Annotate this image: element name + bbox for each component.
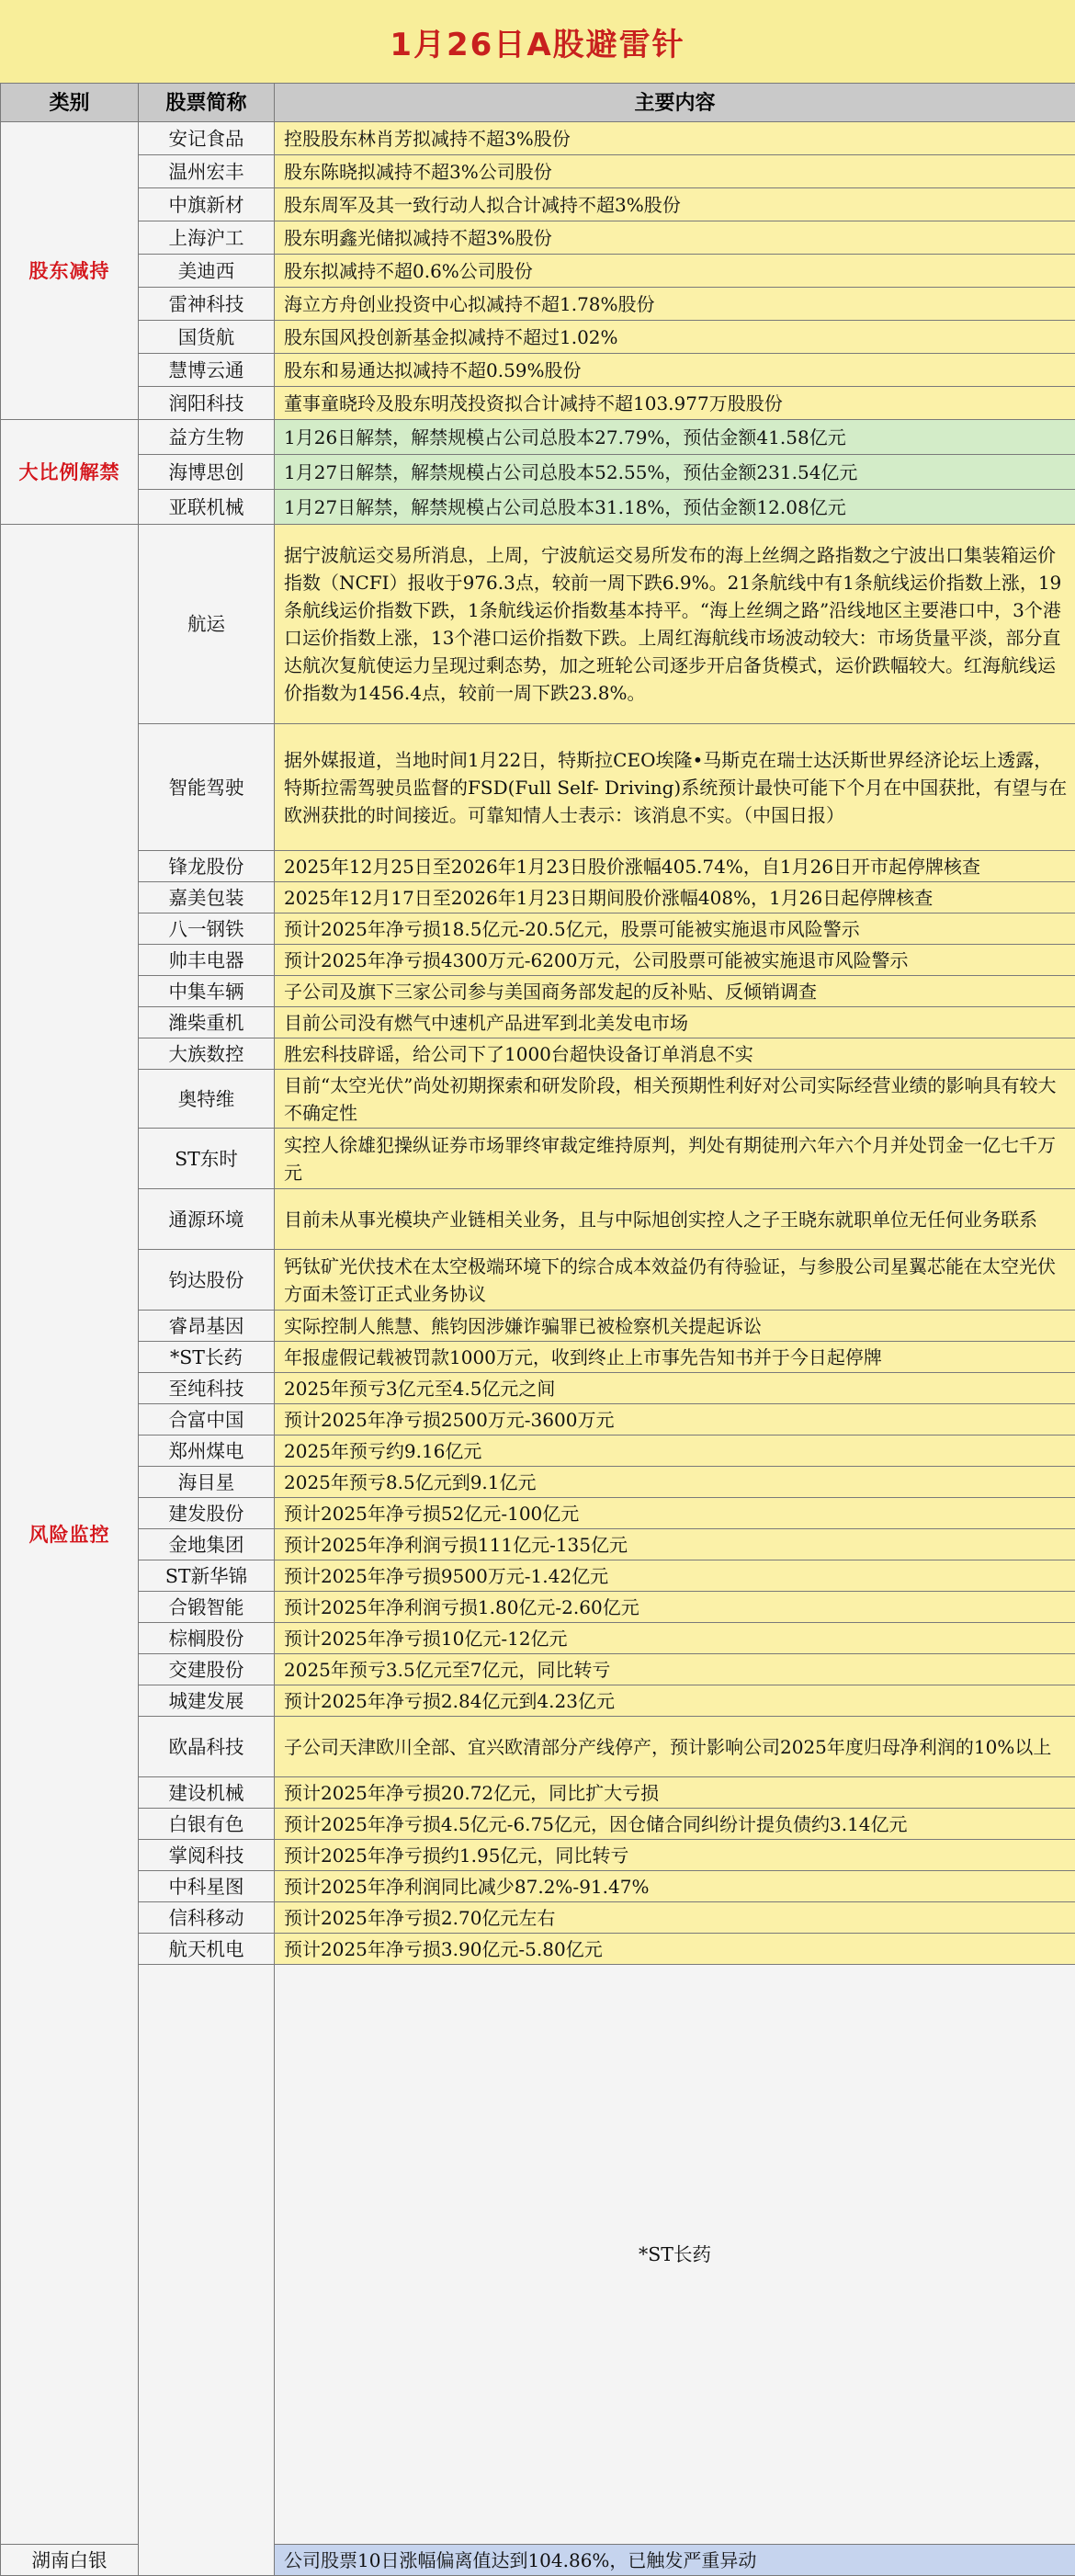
stock-name-cell: 上海沪工 (139, 221, 275, 255)
table-row (1, 1809, 1075, 1840)
category-reduction: 股东减持 (1, 122, 139, 420)
stock-name-cell: 温州宏丰 (139, 155, 275, 188)
table-row (1, 321, 1075, 354)
stock-name-cell: 美迪西 (139, 255, 275, 288)
content-cell: 2025年预亏3亿元至4.5亿元之间 (275, 1373, 1075, 1404)
table-header-row (1, 84, 1075, 122)
table-row (1, 155, 1075, 188)
table-row (1, 122, 1075, 155)
table-row (1, 1007, 1075, 1038)
stock-name-cell: 建设机械 (139, 1777, 275, 1809)
content-cell: 据外媒报道，当地时间1月22日，特斯拉CEO埃隆•马斯克在瑞士达沃斯世界经济论坛上透露，特斯拉需驾驶员监督的FSD(Full Self- Driving)系统预计最快可能下个月在中国获批，有望与在欧洲获批的时间接近。可靠知情人士表示：该消息不实。（中国日报） (275, 724, 1075, 851)
content-cell: 预计2025年净亏损18.5亿元-20.5亿元，股票可能被实施退市风险警示 (275, 914, 1075, 945)
stock-name-cell: 欧晶科技 (139, 1717, 275, 1777)
content-cell: 股东拟减持不超0.6%公司股份 (275, 255, 1075, 288)
table-row (1, 354, 1075, 387)
content-cell: 股东和易通达拟减持不超0.59%股份 (275, 354, 1075, 387)
table-row (1, 1529, 1075, 1560)
table-row (1, 1038, 1075, 1070)
stock-name-cell: 白银有色 (139, 1809, 275, 1840)
category-empty (139, 1965, 275, 2576)
content-cell: 预计2025年净亏损10亿元-12亿元 (275, 1623, 1075, 1654)
table-row (1, 1685, 1075, 1717)
content-cell: 1月27日解禁，解禁规模占公司总股本52.55%，预估金额231.54亿元 (275, 455, 1075, 490)
stock-name-cell: 帅丰电器 (139, 945, 275, 976)
content-cell: 胜宏科技辟谣，给公司下了1000台超快设备订单消息不实 (275, 1038, 1075, 1070)
stock-name-cell: 棕榈股份 (139, 1623, 275, 1654)
stock-name-cell: 益方生物 (139, 420, 275, 455)
table-body (1, 122, 1075, 2576)
stock-name-cell: 中旗新材 (139, 188, 275, 221)
table-row (1, 1467, 1075, 1498)
content-cell: 预计2025年净利润亏损1.80亿元-2.60亿元 (275, 1592, 1075, 1623)
stock-name-cell: 雷神科技 (139, 288, 275, 321)
stock-name-cell: 合锻智能 (139, 1592, 275, 1623)
table-row (1, 490, 1075, 525)
content-cell: 股东周军及其一致行动人拟合计减持不超3%股份 (275, 188, 1075, 221)
content-cell: 股东陈晓拟减持不超3%公司股份 (275, 155, 1075, 188)
stock-name-cell: 睿昂基因 (139, 1311, 275, 1342)
table-row (1, 420, 1075, 455)
page-title: 1月26日A股避雷针 (0, 0, 1075, 83)
stock-name-cell: 嘉美包装 (139, 882, 275, 914)
table-row (1, 1560, 1075, 1592)
stock-name-cell: 中集车辆 (139, 976, 275, 1007)
table-row (1, 882, 1075, 914)
table-row (1, 851, 1075, 882)
header-stock: 股票简称 (139, 84, 275, 122)
stock-name-cell: 通源环境 (139, 1189, 275, 1250)
stock-name-cell: ST新华锦 (139, 1560, 275, 1592)
content-cell: 2025年12月25日至2026年1月23日股价涨幅405.74%，自1月26日开市起停牌核查 (275, 851, 1075, 882)
stock-name-cell: *ST长药 (139, 1342, 275, 1373)
stock-name-cell: *ST长药 (275, 1965, 1075, 2545)
stock-name-cell: 奥特维 (139, 1070, 275, 1129)
table-row (1, 1436, 1075, 1467)
table-row (1, 1250, 1075, 1311)
content-cell: 预计2025年净亏损3.90亿元-5.80亿元 (275, 1934, 1075, 1965)
content-cell: 海立方舟创业投资中心拟减持不超1.78%股份 (275, 288, 1075, 321)
stock-name-cell: 慧博云通 (139, 354, 275, 387)
content-cell: 2025年预亏8.5亿元到9.1亿元 (275, 1467, 1075, 1498)
content-cell: 预计2025年净利润同比减少87.2%-91.47% (275, 1871, 1075, 1902)
content-cell: 公司股票10日涨幅偏离值达到104.86%，已触发严重异动 (275, 2545, 1075, 2576)
table-row (1, 1311, 1075, 1342)
header-category: 类别 (1, 84, 139, 122)
stock-name-cell: 安记食品 (139, 122, 275, 155)
table-row (1, 976, 1075, 1007)
content-cell: 目前公司没有燃气中速机产品进军到北美发电市场 (275, 1007, 1075, 1038)
stock-name-cell: 掌阅科技 (139, 1840, 275, 1871)
stock-name-cell: ST东时 (139, 1129, 275, 1189)
stock-name-cell: 航运 (139, 525, 275, 724)
stock-name-cell: 八一钢铁 (139, 914, 275, 945)
content-cell: 董事童晓玲及股东明茂投资拟合计减持不超103.977万股股份 (275, 387, 1075, 420)
table-row (1, 724, 1075, 851)
content-cell: 预计2025年净亏损2500万元-3600万元 (275, 1404, 1075, 1436)
stock-name-cell: 大族数控 (139, 1038, 275, 1070)
content-cell: 预计2025年净亏损约1.95亿元，同比转亏 (275, 1840, 1075, 1871)
table-row (1, 1373, 1075, 1404)
table-row (1, 255, 1075, 288)
table-row (1, 1965, 1075, 2545)
stock-name-cell: 钧达股份 (139, 1250, 275, 1311)
content-cell: 目前“太空光伏”尚处初期探索和研发阶段，相关预期性利好对公司实际经营业绩的影响具有较大不确定性 (275, 1070, 1075, 1129)
content-cell: 预计2025年净亏损4.5亿元-6.75亿元，因仓储合同纠纷计提负债约3.14亿元 (275, 1809, 1075, 1840)
table-row (1, 1777, 1075, 1809)
table-row (1, 1902, 1075, 1934)
content-cell: 控股股东林肖芳拟减持不超3%股份 (275, 122, 1075, 155)
risk-table (0, 83, 1075, 2576)
stock-name-cell: 亚联机械 (139, 490, 275, 525)
table-row (1, 525, 1075, 724)
table-row (1, 387, 1075, 420)
content-cell: 1月27日解禁，解禁规模占公司总股本31.18%，预估金额12.08亿元 (275, 490, 1075, 525)
content-cell: 预计2025年净亏损2.84亿元到4.23亿元 (275, 1685, 1075, 1717)
content-cell: 2025年预亏约9.16亿元 (275, 1436, 1075, 1467)
content-cell: 子公司天津欧川全部、宜兴欧清部分产线停产，预计影响公司2025年度归母净利润的10%以上 (275, 1717, 1075, 1777)
stock-name-cell: 中科星图 (139, 1871, 275, 1902)
content-cell: 子公司及旗下三家公司参与美国商务部发起的反补贴、反倾销调查 (275, 976, 1075, 1007)
table-row (1, 1717, 1075, 1777)
content-cell: 预计2025年净亏损9500万元-1.42亿元 (275, 1560, 1075, 1592)
table-row (1, 1592, 1075, 1623)
stock-name-cell: 建发股份 (139, 1498, 275, 1529)
stock-name-cell: 合富中国 (139, 1404, 275, 1436)
content-cell: 实际控制人熊慧、熊钧因涉嫌诈骗罪已被检察机关提起诉讼 (275, 1311, 1075, 1342)
stock-name-cell: 国货航 (139, 321, 275, 354)
table-row (1, 1070, 1075, 1129)
stock-name-cell: 交建股份 (139, 1654, 275, 1685)
content-cell: 2025年预亏3.5亿元至7亿元，同比转亏 (275, 1654, 1075, 1685)
stock-name-cell: 海目星 (139, 1467, 275, 1498)
stock-name-cell: 城建发展 (139, 1685, 275, 1717)
table-row (1, 1871, 1075, 1902)
table-row (1, 1654, 1075, 1685)
stock-name-cell: 智能驾驶 (139, 724, 275, 851)
content-cell: 预计2025年净亏损4300万元-6200万元，公司股票可能被实施退市风险警示 (275, 945, 1075, 976)
table-row (1, 945, 1075, 976)
table-row (1, 221, 1075, 255)
table-row (1, 1623, 1075, 1654)
content-cell: 股东明鑫光储拟减持不超3%股份 (275, 221, 1075, 255)
content-cell: 预计2025年净亏损20.72亿元，同比扩大亏损 (275, 1777, 1075, 1809)
table-row (1, 1840, 1075, 1871)
content-cell: 预计2025年净亏损2.70亿元左右 (275, 1902, 1075, 1934)
stock-name-cell: 信科移动 (139, 1902, 275, 1934)
stock-name-cell: 潍柴重机 (139, 1007, 275, 1038)
stock-name-cell: 润阳科技 (139, 387, 275, 420)
table-row (1, 1342, 1075, 1373)
category-unlock: 大比例解禁 (1, 420, 139, 525)
content-cell: 2025年12月17日至2026年1月23日期间股价涨幅408%，1月26日起停牌核查 (275, 882, 1075, 914)
stock-name-cell: 湖南白银 (1, 2545, 139, 2576)
table-row (1, 1129, 1075, 1189)
content-cell: 实控人徐雄犯操纵证券市场罪终审裁定维持原判，判处有期徒刑六年六个月并处罚金一亿七千万元 (275, 1129, 1075, 1189)
table-row (1, 188, 1075, 221)
content-cell: 预计2025年净利润亏损111亿元-135亿元 (275, 1529, 1075, 1560)
header-content: 主要内容 (275, 84, 1075, 122)
stock-name-cell: 航天机电 (139, 1934, 275, 1965)
table-row (1, 455, 1075, 490)
content-cell: 钙钛矿光伏技术在太空极端环境下的综合成本效益仍有待验证，与参股公司星翼芯能在太空光伏方面未签订正式业务协议 (275, 1250, 1075, 1311)
content-cell: 据宁波航运交易所消息，上周，宁波航运交易所发布的海上丝绸之路指数之宁波出口集装箱运价指数（NCFI）报收于976.3点，较前一周下跌6.9%。21条航线中有1条航线运价指数上涨，19条航线运价指数下跌，1条航线运价指数基本持平。“海上丝绸之路”沿线地区主要港口中，3个港口运价指数上涨，13个港口运价指数下跌。上周红海航线市场波动较大：市场货量平淡，部分直达航次复航使运力呈现过剩态势，加之班轮公司逐步开启备货模式，运价跌幅较大。红海航线运价指数为1456.4点，较前一周下跌23.8%。 (275, 525, 1075, 724)
table-row (1, 1934, 1075, 1965)
content-cell: 股东国风投创新基金拟减持不超过1.02% (275, 321, 1075, 354)
table-row (1, 1189, 1075, 1250)
table-row (1, 914, 1075, 945)
table-row (1, 1404, 1075, 1436)
content-cell: 目前未从事光模块产业链相关业务，且与中际旭创实控人之子王晓东就职单位无任何业务联系 (275, 1189, 1075, 1250)
content-cell: 1月26日解禁，解禁规模占公司总股本27.79%，预估金额41.58亿元 (275, 420, 1075, 455)
stock-name-cell: 金地集团 (139, 1529, 275, 1560)
content-cell: 预计2025年净亏损52亿元-100亿元 (275, 1498, 1075, 1529)
content-cell: 年报虚假记载被罚款1000万元，收到终止上市事先告知书并于今日起停牌 (275, 1342, 1075, 1373)
category-risk: 风险监控 (1, 525, 139, 2545)
stock-name-cell: 海博思创 (139, 455, 275, 490)
stock-name-cell: 至纯科技 (139, 1373, 275, 1404)
table-row (1, 288, 1075, 321)
table-row (1, 1498, 1075, 1529)
stock-name-cell: 锋龙股份 (139, 851, 275, 882)
stock-name-cell: 郑州煤电 (139, 1436, 275, 1467)
